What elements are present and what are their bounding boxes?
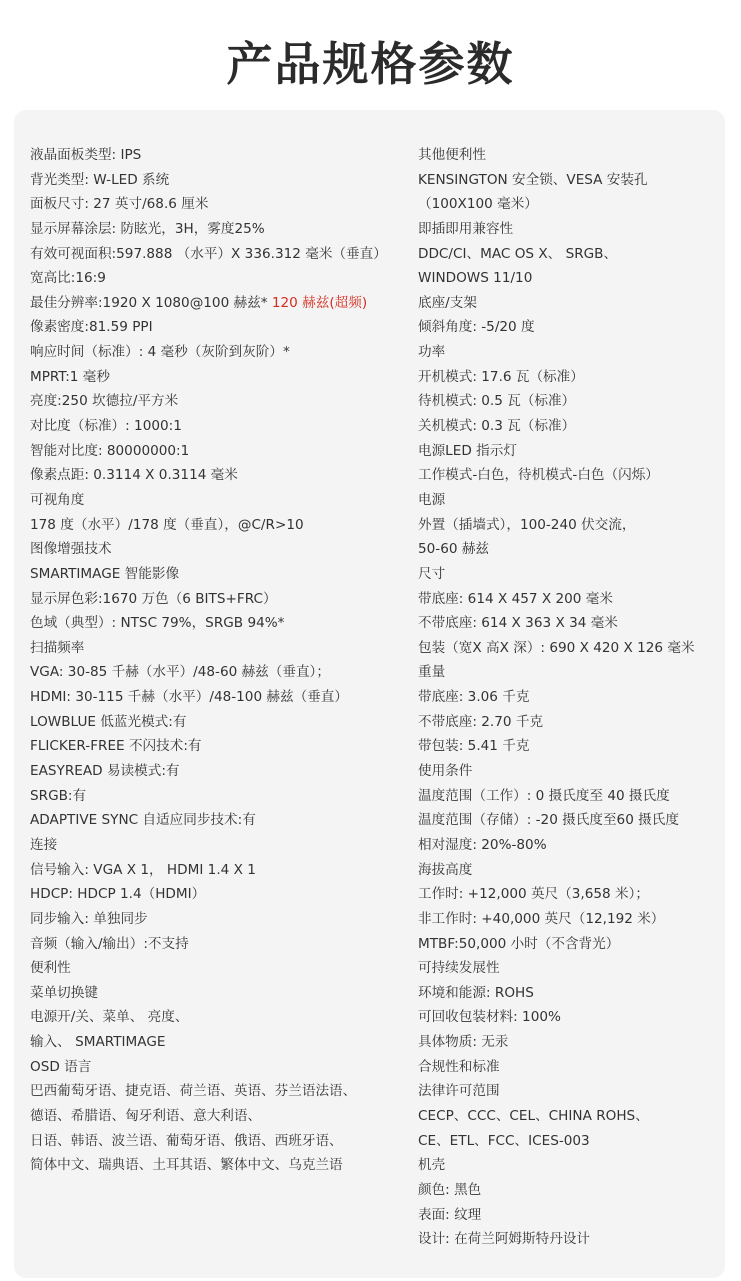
spec-text: 对比度（标准）: 1000:1 <box>30 418 182 435</box>
spec-text: 尺寸 <box>418 565 446 582</box>
spec-right-line <box>418 808 728 833</box>
spec-left-line <box>30 1055 410 1080</box>
spec-right-line <box>418 143 728 168</box>
spec-text: 连接 <box>30 836 58 853</box>
spec-right-line <box>418 389 728 414</box>
spec-left-line <box>30 1104 410 1129</box>
spec-right-line <box>418 242 728 267</box>
spec-right-line <box>418 488 728 513</box>
spec-text: 设计: 在荷兰阿姆斯特丹设计 <box>418 1231 591 1248</box>
spec-right-line <box>418 168 728 193</box>
spec-text: 面板尺寸: 27 英寸/68.6 厘米 <box>30 196 209 213</box>
spec-right-line <box>418 734 728 759</box>
spec-right-line <box>418 1153 728 1178</box>
spec-text: HDCP: HDCP 1.4（HDMI） <box>30 886 206 903</box>
spec-left-line <box>30 1129 410 1154</box>
spec-left-line <box>30 315 410 340</box>
spec-text: 亮度:250 坎德拉/平方米 <box>30 393 179 410</box>
spec-text: 重量 <box>418 664 446 681</box>
spec-right-line <box>418 660 728 685</box>
spec-text: 显示屏色彩:1670 万色（6 BITS+FRC） <box>30 590 277 607</box>
spec-text: （100X100 毫米） <box>418 196 538 213</box>
spec-left-line <box>30 660 410 685</box>
spec-text: 响应时间（标准）: 4 毫秒（灰阶到灰阶）* <box>30 344 290 361</box>
spec-right-line <box>418 1030 728 1055</box>
spec-text: 其他便利性 <box>418 147 486 163</box>
spec-right-line <box>418 636 728 661</box>
spec-text: 背光类型: W-LED 系统 <box>30 171 170 188</box>
spec-right-line <box>418 833 728 858</box>
spec-left-line <box>30 611 410 636</box>
spec-left-line <box>30 414 410 439</box>
spec-text: 带底座: 3.06 千克 <box>418 689 530 706</box>
spec-text: 机壳 <box>418 1157 446 1174</box>
spec-text: 相对湿度: 20%-80% <box>418 836 547 853</box>
spec-text: 表面: 纹理 <box>418 1206 482 1223</box>
spec-left-line <box>30 1153 410 1178</box>
spec-left-line <box>30 1079 410 1104</box>
spec-left-line <box>30 439 410 464</box>
spec-text: 同步输入: 单独同步 <box>30 910 148 927</box>
spec-right-line <box>418 759 728 784</box>
spec-left-line <box>30 389 410 414</box>
spec-text: 开机模式: 17.6 瓦（标准） <box>418 368 584 385</box>
spec-text: VGA: 30-85 千赫（水平）/48-60 赫兹（垂直）； <box>30 664 330 681</box>
spec-text: 扫描频率 <box>30 639 85 656</box>
spec-column-right <box>418 143 728 1252</box>
spec-right-line <box>418 291 728 316</box>
spec-text: 输入、 SMARTIMAGE <box>30 1034 166 1051</box>
spec-text: 像素点距: 0.3114 X 0.3114 毫米 <box>30 467 238 484</box>
spec-left-line <box>30 217 410 242</box>
spec-right-line <box>418 710 728 735</box>
spec-right-line <box>418 981 728 1006</box>
spec-text: 颜色: 黑色 <box>418 1181 482 1198</box>
spec-left-line <box>30 1005 410 1030</box>
spec-left-line <box>30 981 410 1006</box>
spec-left-line <box>30 1030 410 1055</box>
spec-text: 不带底座: 614 X 363 X 34 毫米 <box>418 615 618 632</box>
spec-text: 最佳分辨率:1920 X 1080@100 赫兹* <box>30 294 268 311</box>
spec-left-line <box>30 587 410 612</box>
spec-text: 像素密度:81.59 PPI <box>30 319 153 336</box>
spec-left-line <box>30 808 410 833</box>
spec-right-line <box>418 1227 728 1252</box>
spec-right-line <box>418 192 728 217</box>
spec-right-line <box>418 414 728 439</box>
spec-left-line <box>30 956 410 981</box>
spec-text: 图像增强技术 <box>30 541 112 558</box>
spec-text: OSD 语言 <box>30 1058 92 1075</box>
spec-text: FLICKER-FREE 不闪技术:有 <box>30 738 202 755</box>
spec-text: 工作时: +12,000 英尺（3,658 米）； <box>418 886 649 903</box>
spec-text: 简体中文、瑞典语、土耳其语、繁体中文、乌克兰语 <box>30 1157 343 1174</box>
spec-right-line <box>418 340 728 365</box>
spec-text: 日语、韩语、波兰语、葡萄牙语、俄语、西班牙语、 <box>30 1132 343 1149</box>
spec-left-line <box>30 685 410 710</box>
spec-text: 液晶面板类型: IPS <box>30 147 142 163</box>
spec-text: 倾斜角度: -5/20 度 <box>418 319 535 336</box>
spec-right-line <box>418 907 728 932</box>
spec-right-line <box>418 266 728 291</box>
spec-right-line <box>418 1178 728 1203</box>
spec-right-line <box>418 217 728 242</box>
spec-text: CE、ETL、FCC、ICES-003 <box>418 1132 590 1149</box>
spec-text: 温度范围（工作）: 0 摄氏度至 40 摄氏度 <box>418 787 670 804</box>
spec-text: 使用条件 <box>418 763 473 780</box>
spec-right-line <box>418 685 728 710</box>
spec-text: 显示屏幕涂层: 防眩光，3H，雾度25% <box>30 220 265 237</box>
spec-text: 电源LED 指示灯 <box>418 442 517 459</box>
spec-text: 合规性和标准 <box>418 1058 500 1075</box>
spec-text: 环境和能源: ROHS <box>418 984 534 1001</box>
spec-left-line <box>30 242 410 267</box>
spec-right-line <box>418 439 728 464</box>
spec-text: 不带底座: 2.70 千克 <box>418 713 544 730</box>
spec-left-line <box>30 266 410 291</box>
spec-text: LOWBLUE 低蓝光模式:有 <box>30 713 187 730</box>
spec-text: 温度范围（存储）: -20 摄氏度至60 摄氏度 <box>418 812 679 829</box>
page-title: 产品规格参数 <box>226 37 515 91</box>
spec-right-line <box>418 463 728 488</box>
spec-text: CECP、CCC、CEL、CHINA ROHS、 <box>418 1107 649 1124</box>
spec-right-line <box>418 956 728 981</box>
spec-text: 色域（典型）: NTSC 79%，SRGB 94%* <box>30 615 285 632</box>
spec-text: 可回收包装材料: 100% <box>418 1009 561 1026</box>
spec-text: 可视角度 <box>30 491 85 508</box>
spec-right-line <box>418 858 728 883</box>
spec-right-line <box>418 562 728 587</box>
spec-right-line <box>418 537 728 562</box>
spec-left-line <box>30 340 410 365</box>
spec-text: DDC/CI、MAC OS X、 SRGB、 <box>418 245 618 262</box>
spec-left-line <box>30 907 410 932</box>
spec-left-line <box>30 833 410 858</box>
spec-left-line <box>30 192 410 217</box>
spec-right-line <box>418 365 728 390</box>
spec-left-line <box>30 488 410 513</box>
spec-text: 外置（插墙式），100-240 伏交流， <box>418 516 636 533</box>
spec-left-line <box>30 784 410 809</box>
spec-right-line <box>418 1129 728 1154</box>
spec-right-line <box>418 315 728 340</box>
spec-right-line <box>418 1079 728 1104</box>
spec-text: 178 度（水平）/178 度（垂直），@C/R>10 <box>30 516 304 533</box>
spec-right-line <box>418 513 728 538</box>
spec-right-line <box>418 1055 728 1080</box>
spec-left-line <box>30 759 410 784</box>
spec-text: 具体物质: 无汞 <box>418 1034 509 1051</box>
spec-left-line <box>30 291 410 316</box>
spec-left-line <box>30 463 410 488</box>
spec-left-line <box>30 710 410 735</box>
spec-right-line <box>418 784 728 809</box>
spec-text: MTBF:50,000 小时（不含背光） <box>418 935 620 952</box>
spec-text: 巴西葡萄牙语、捷克语、荷兰语、英语、芬兰语法语、 <box>30 1083 357 1100</box>
spec-right-line <box>418 932 728 957</box>
spec-left-line <box>30 734 410 759</box>
spec-left-line <box>30 537 410 562</box>
spec-text: 电源开/关、菜单、 亮度、 <box>30 1009 189 1026</box>
spec-text: ADAPTIVE SYNC 自适应同步技术:有 <box>30 812 256 829</box>
spec-text: SMARTIMAGE 智能影像 <box>30 565 180 582</box>
spec-left-line <box>30 636 410 661</box>
spec-right-line <box>418 1005 728 1030</box>
spec-left-line <box>30 562 410 587</box>
spec-text: 便利性 <box>30 960 71 977</box>
spec-left-line <box>30 365 410 390</box>
spec-left-line <box>30 932 410 957</box>
spec-text: EASYREAD 易读模式:有 <box>30 763 180 780</box>
spec-text: 智能对比度: 80000000:1 <box>30 442 190 459</box>
spec-right-line <box>418 1104 728 1129</box>
spec-text: KENSINGTON 安全锁、VESA 安装孔 <box>418 171 648 188</box>
spec-text: 信号输入: VGA X 1， HDMI 1.4 X 1 <box>30 861 256 878</box>
overclock-highlight: 120 赫兹(超频) <box>271 294 368 311</box>
spec-text: 即插即用兼容性 <box>418 220 514 237</box>
spec-text: 菜单切换键 <box>30 984 98 1001</box>
spec-text: 底座/支架 <box>418 294 477 311</box>
spec-text: 有效可视面积:597.888 （水平）X 336.312 毫米（垂直） <box>30 245 387 262</box>
spec-text: 非工作时: +40,000 英尺（12,192 米） <box>418 910 665 927</box>
spec-text: 带包装: 5.41 千克 <box>418 738 530 755</box>
spec-text: 可持续发展性 <box>418 960 500 977</box>
spec-text: 关机模式: 0.3 瓦（标准） <box>418 418 576 435</box>
spec-column-left <box>30 143 410 1178</box>
spec-text: 带底座: 614 X 457 X 200 毫米 <box>418 590 613 607</box>
spec-left-line <box>30 882 410 907</box>
spec-left-line <box>30 168 410 193</box>
spec-text: 包装（宽X 高X 深）: 690 X 420 X 126 毫米 <box>418 639 695 656</box>
spec-text: 法律许可范围 <box>418 1083 500 1100</box>
spec-right-line <box>418 611 728 636</box>
spec-text: HDMI: 30-115 千赫（水平）/48-100 赫兹（垂直） <box>30 689 348 706</box>
spec-text: 电源 <box>418 491 446 508</box>
spec-right-line <box>418 1203 728 1228</box>
spec-text: 待机模式: 0.5 瓦（标准） <box>418 393 576 410</box>
spec-text: 德语、希腊语、匈牙利语、意大利语、 <box>30 1107 262 1124</box>
spec-text: 海拔高度 <box>418 861 473 878</box>
spec-text: 工作模式-白色，待机模式-白色（闪烁） <box>418 467 659 484</box>
spec-text: 50-60 赫兹 <box>418 541 490 558</box>
spec-left-line <box>30 143 410 168</box>
spec-text: 功率 <box>418 344 446 361</box>
spec-text: WINDOWS 11/10 <box>418 270 533 287</box>
spec-right-line <box>418 587 728 612</box>
spec-text: MPRT:1 毫秒 <box>30 368 110 385</box>
spec-left-line <box>30 858 410 883</box>
spec-text: 宽高比:16:9 <box>30 270 106 287</box>
spec-left-line <box>30 513 410 538</box>
spec-right-line <box>418 882 728 907</box>
spec-text: 音频（输入/输出）:不支持 <box>30 935 189 952</box>
spec-text: SRGB:有 <box>30 787 87 804</box>
